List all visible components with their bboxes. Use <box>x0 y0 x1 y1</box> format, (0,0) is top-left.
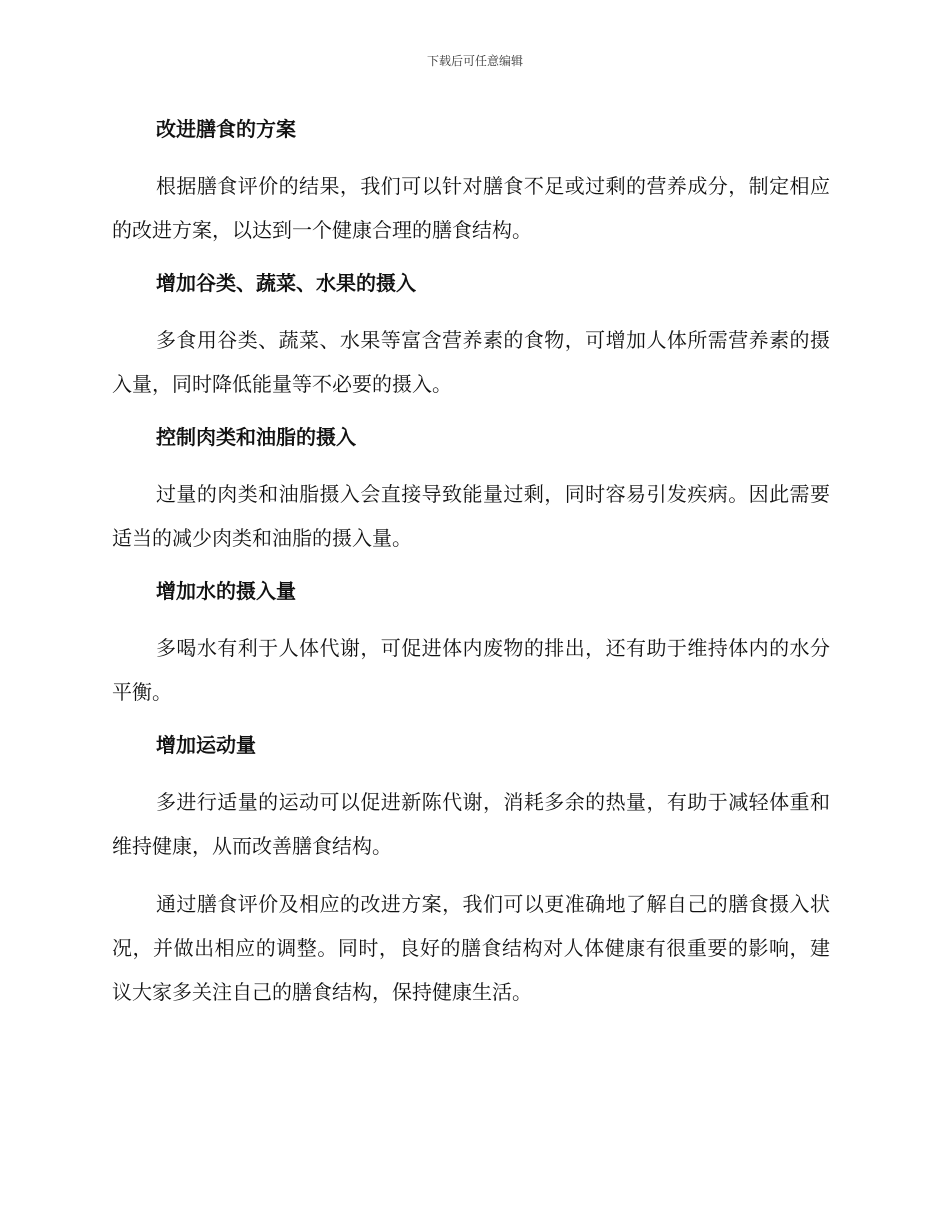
section-heading: 改进膳食的方案 <box>156 117 296 141</box>
section-heading: 增加运动量 <box>156 733 256 757</box>
section-paragraph: 过量的肉类和油脂摄入会直接导致能量过剩，同时容易引发疾病。因此需要适当的减少肉类和油脂的摄入量。 <box>112 482 830 550</box>
section-heading: 增加谷类、蔬菜、水果的摄入 <box>156 271 416 295</box>
document-body <box>112 112 830 1014</box>
section-paragraph: 多喝水有利于人体代谢，可促进体内废物的排出，还有助于维持体内的水分平衡。 <box>112 636 830 704</box>
section-paragraph: 根据膳食评价的结果，我们可以针对膳食不足或过剩的营养成分，制定相应的改进方案，以达到一个健康合理的膳食结构。 <box>112 174 830 242</box>
section-heading: 增加水的摄入量 <box>156 579 296 603</box>
section-paragraph: 多进行适量的运动可以促进新陈代谢，消耗多余的热量，有助于减轻体重和维持健康，从而改善膳食结构。 <box>112 790 830 858</box>
section-paragraph: 多食用谷类、蔬菜、水果等富含营养素的食物，可增加人体所需营养素的摄入量，同时降低能量等不必要的摄入。 <box>112 328 830 396</box>
page-header-note: 下载后可任意编辑 <box>426 54 523 68</box>
section-heading: 控制肉类和油脂的摄入 <box>156 425 356 449</box>
conclusion-paragraph: 通过膳食评价及相应的改进方案，我们可以更准确地了解自己的膳食摄入状况，并做出相应的调整。同时，良好的膳食结构对人体健康有很重要的影响，建议大家多关注自己的膳食结构，保持健康生活。 <box>112 892 830 1004</box>
